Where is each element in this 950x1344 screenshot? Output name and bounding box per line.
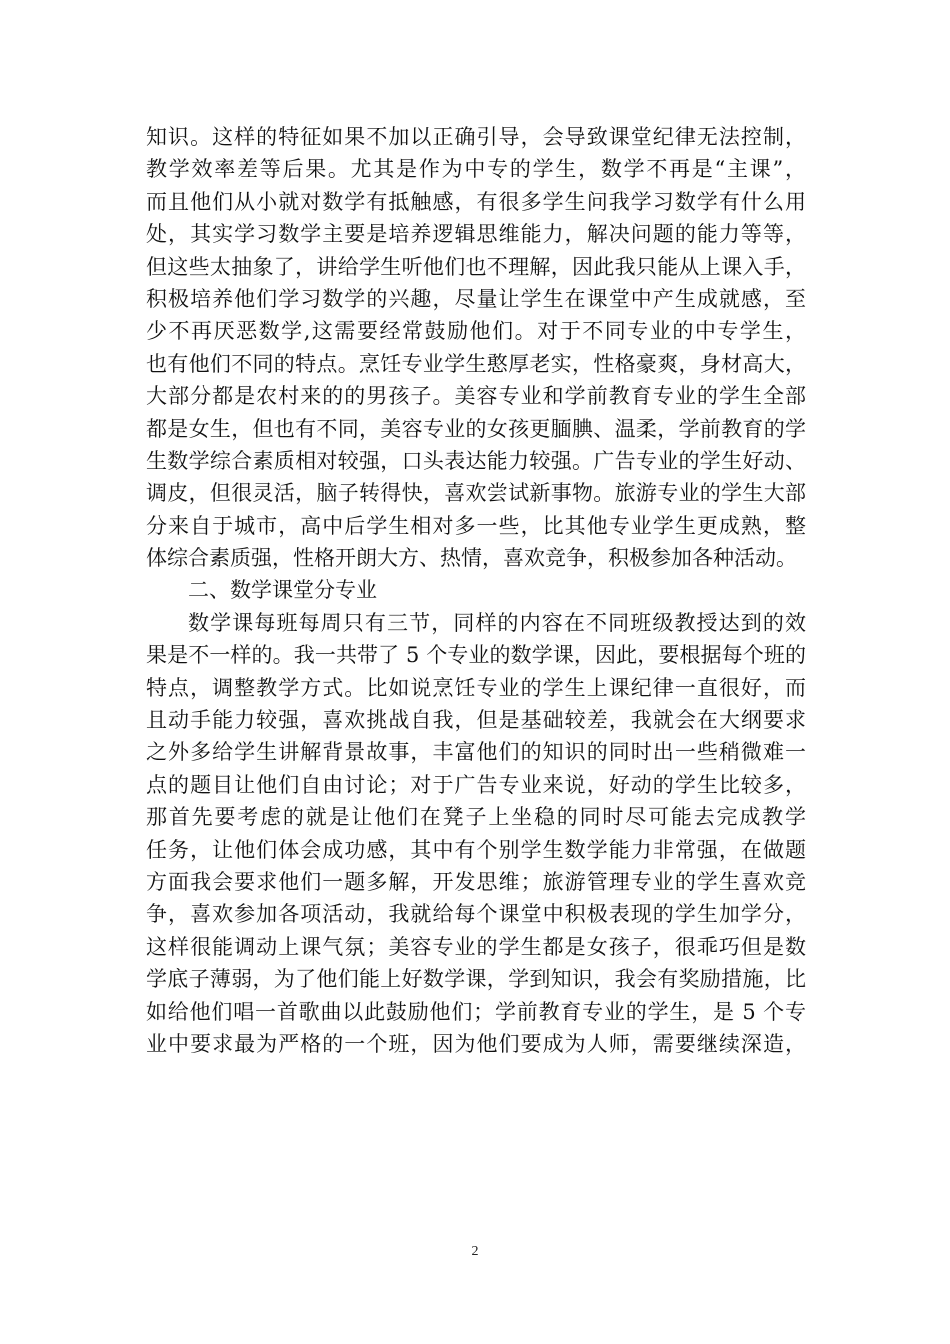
text-line: 业中要求最为严格的一个班，因为他们要成为人师，需要继续深造， [146,1031,806,1056]
text-line: 二、数学课堂分专业 [188,578,377,603]
text-line: 少不再厌恶数学,这需要经常鼓励他们。对于不同专业的中专学生， [146,319,806,344]
text-line: 教学效率差等后果。尤其是作为中专的学生，数学不再是“主课”， [146,157,806,182]
text-line: 积极培养他们学习数学的兴趣，尽量让学生在课堂中产生成就感，至 [146,286,806,311]
page-number: 2 [471,1244,479,1259]
text-line: 特点，调整教学方式。比如说烹饪专业的学生上课纪律一直很好，而 [146,675,806,700]
text-line: 大部分都是农村来的的男孩子。美容专业和学前教育专业的学生全部 [146,384,806,409]
text-line: 且动手能力较强，喜欢挑战自我，但是基础较差，我就会在大纲要求 [146,708,806,733]
text-line: 都是女生，但也有不同，美容专业的女孩更腼腆、温柔，学前教育的学 [146,416,806,441]
text-line: 学底子薄弱，为了他们能上好数学课，学到知识，我会有奖励措施，比 [146,967,806,992]
text-line: 任务，让他们体会成功感，其中有个别学生数学能力非常强，在做题 [146,837,806,862]
body-text [146,121,806,1060]
text-line: 争，喜欢参加各项活动，我就给每个课堂中积极表现的学生加学分， [146,902,806,927]
text-line: 那首先要考虑的就是让他们在凳子上坐稳的同时尽可能去完成教学 [146,805,806,830]
text-line: 处，其实学习数学主要是培养逻辑思维能力，解决问题的能力等等， [146,222,806,247]
text-line: 但这些太抽象了，讲给学生听他们也不理解，因此我只能从上课入手， [146,254,806,279]
text-line: 点的题目让他们自由讨论；对于广告专业来说，好动的学生比较多， [146,772,806,797]
text-line: 体综合素质强，性格开朗大方、热情，喜欢竞争，积极参加各种活动。 [146,546,797,571]
text-line: 生数学综合素质相对较强，口头表达能力较强。广告专业的学生好动、 [146,448,806,473]
text-line: 知识。这样的特征如果不加以正确引导，会导致课堂纪律无法控制， [146,125,806,149]
text-line: 这样很能调动上课气氛；美容专业的学生都是女孩子，很乖巧但是数 [146,934,806,959]
text-line: 之外多给学生讲解背景故事，丰富他们的知识的同时出一些稍微难一 [146,740,806,765]
text-line: 调皮，但很灵活，脑子转得快，喜欢尝试新事物。旅游专业的学生大部 [146,481,806,506]
text-line: 果是不一样的。我一共带了 5 个专业的数学课，因此，要根据每个班的 [146,643,806,668]
text-line: 数学课每班每周只有三节，同样的内容在不同班级教授达到的效 [188,610,806,635]
text-line: 也有他们不同的特点。烹饪专业学生憨厚老实，性格豪爽，身材高大， [146,351,806,376]
text-line: 而且他们从小就对数学有抵触感，有很多学生问我学习数学有什么用 [146,189,806,214]
text-line: 如给他们唱一首歌曲以此鼓励他们；学前教育专业的学生，是 5 个专 [146,999,806,1024]
text-line: 分来自于城市，高中后学生相对多一些，比其他专业学生更成熟，整 [146,513,806,538]
text-line: 方面我会要求他们一题多解，开发思维；旅游管理专业的学生喜欢竞 [146,869,806,894]
